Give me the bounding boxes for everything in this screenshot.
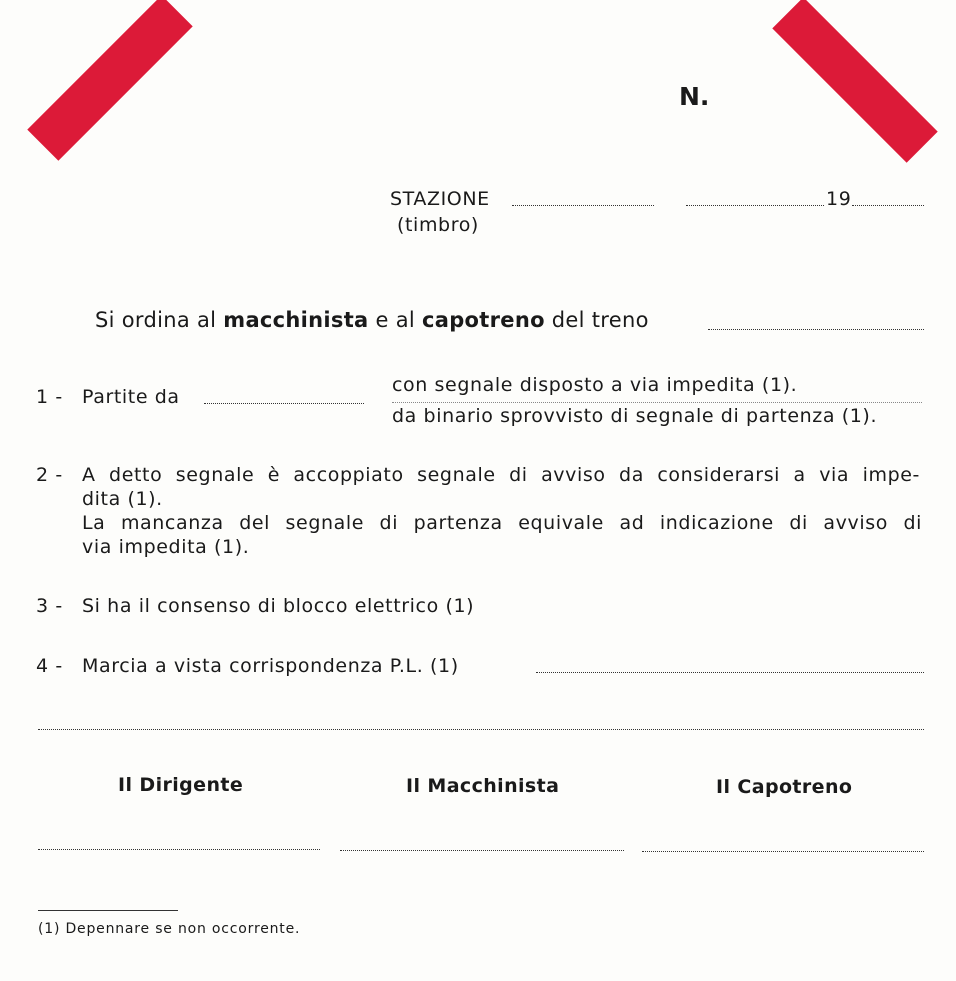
signature-dirigente-field[interactable] (38, 849, 320, 850)
item-1-option-b: da binario sprovvisto di segnale di partenza (1). (392, 405, 878, 427)
item-2-number: 2 - (36, 464, 63, 486)
intro-pre: Si ordina al (95, 308, 217, 332)
item-4-number: 4 - (36, 655, 63, 677)
signature-capotreno-label: Il Capotreno (716, 776, 853, 798)
train-field[interactable] (708, 329, 924, 330)
form-number-label: N. (679, 82, 710, 111)
date-field[interactable] (686, 205, 824, 206)
item-1-number: 1 - (36, 386, 63, 408)
departure-field[interactable] (204, 403, 364, 404)
item-1-option-separator (392, 402, 922, 403)
intro-role-capotreno: capotreno (422, 308, 545, 332)
stamp-label: (timbro) (397, 214, 479, 236)
intro-line (95, 308, 649, 332)
station-field[interactable] (512, 205, 654, 206)
item-3-text: Si ha il consenso di blocco elettrico (1) (82, 595, 475, 617)
item-2-line-1: A detto segnale è accoppiato segnale di avviso da considerarsi a via impe- (82, 464, 920, 486)
year-field[interactable] (852, 205, 924, 206)
signature-macchinista-label: Il Macchinista (406, 775, 560, 797)
signature-dirigente-label: Il Dirigente (118, 774, 244, 796)
item-2-line-2: dita (1). (82, 488, 163, 510)
signature-macchinista-field[interactable] (340, 850, 624, 851)
signature-capotreno-field[interactable] (642, 851, 924, 852)
intro-role-macchinista: macchinista (223, 308, 369, 332)
item-1-option-a: con segnale disposto a via impedita (1). (392, 374, 798, 396)
item-1-label: Partite da (82, 386, 180, 408)
footnote-text: (1) Depennare se non occorrente. (38, 921, 301, 937)
item-3-number: 3 - (36, 595, 63, 617)
intro-post: del treno (551, 308, 649, 332)
year-prefix: 19 (826, 188, 852, 210)
item-2-line-3: La mancanza del segnale di partenza equivale ad indicazione di avviso di (82, 512, 922, 534)
intro-mid: e al (375, 308, 416, 332)
right-red-stripe (772, 0, 937, 163)
footnote-rule (38, 910, 178, 911)
station-label: STAZIONE (390, 188, 490, 210)
left-red-stripe (27, 0, 192, 161)
item-4-text: Marcia a vista corrispondenza P.L. (1) (82, 655, 459, 677)
item-2-line-4: via impedita (1). (82, 536, 250, 558)
crossing-field[interactable] (536, 672, 924, 673)
additional-notes-field[interactable] (38, 729, 924, 730)
